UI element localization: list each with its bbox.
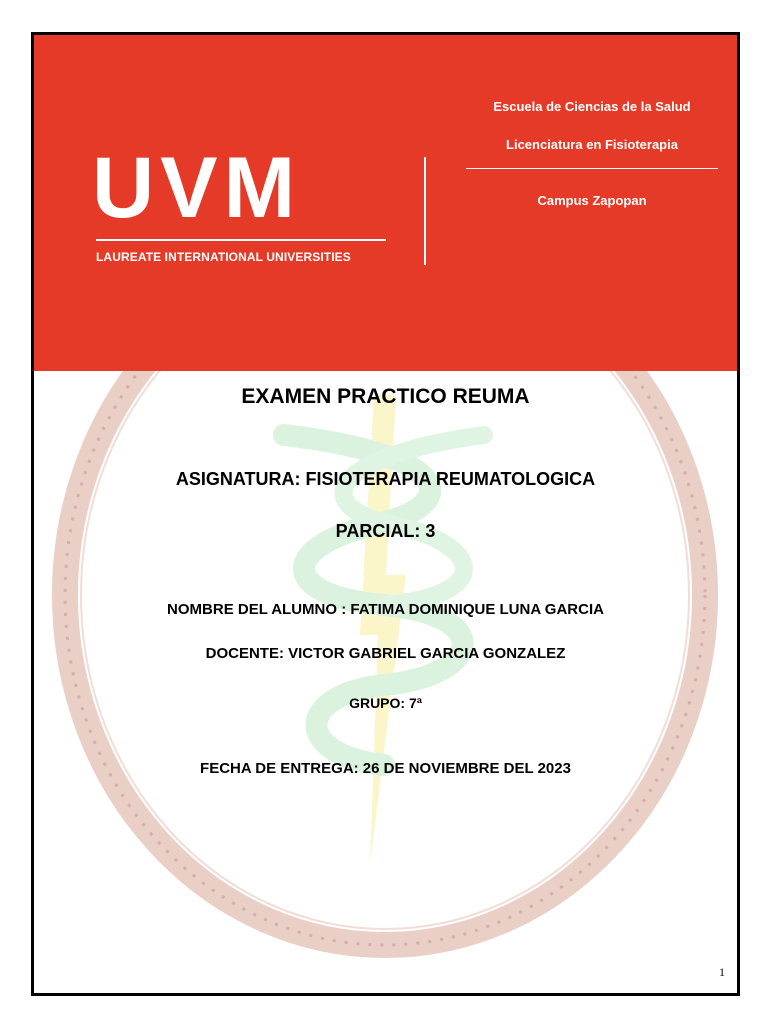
- student-line: NOMBRE DEL ALUMNO : FATIMA DOMINIQUE LUNA GARCIA: [167, 601, 604, 618]
- teacher-line: DOCENTE: VICTOR GABRIEL GARCIA GONZALEZ: [205, 645, 566, 662]
- subject-line: ASIGNATURA: FISIOTERAPIA REUMATOLOGICA: [175, 469, 596, 489]
- page-number: 1: [719, 965, 725, 979]
- header-banner: [34, 35, 737, 371]
- document-title: EXAMEN PRACTICO REUMA: [241, 385, 530, 408]
- header-divider: [424, 157, 426, 265]
- school-name: Escuela de Ciencias de la Salud: [493, 99, 691, 114]
- logo-tagline: LAUREATE INTERNATIONAL UNIVERSITIES: [96, 250, 351, 264]
- partial-line: PARCIAL: 3: [335, 521, 436, 541]
- campus-name: Campus Zapopan: [537, 193, 647, 208]
- program-name: Licenciatura en Fisioterapia: [506, 137, 678, 152]
- due-date-line: FECHA DE ENTREGA: 26 DE NOVIEMBRE DEL 2023: [200, 760, 571, 777]
- logo-rule: [96, 239, 386, 241]
- header-rule: [466, 168, 718, 169]
- document-page: [31, 32, 740, 996]
- group-line: GRUPO: 7ª: [349, 695, 422, 711]
- uvm-logo: UVM: [92, 140, 302, 236]
